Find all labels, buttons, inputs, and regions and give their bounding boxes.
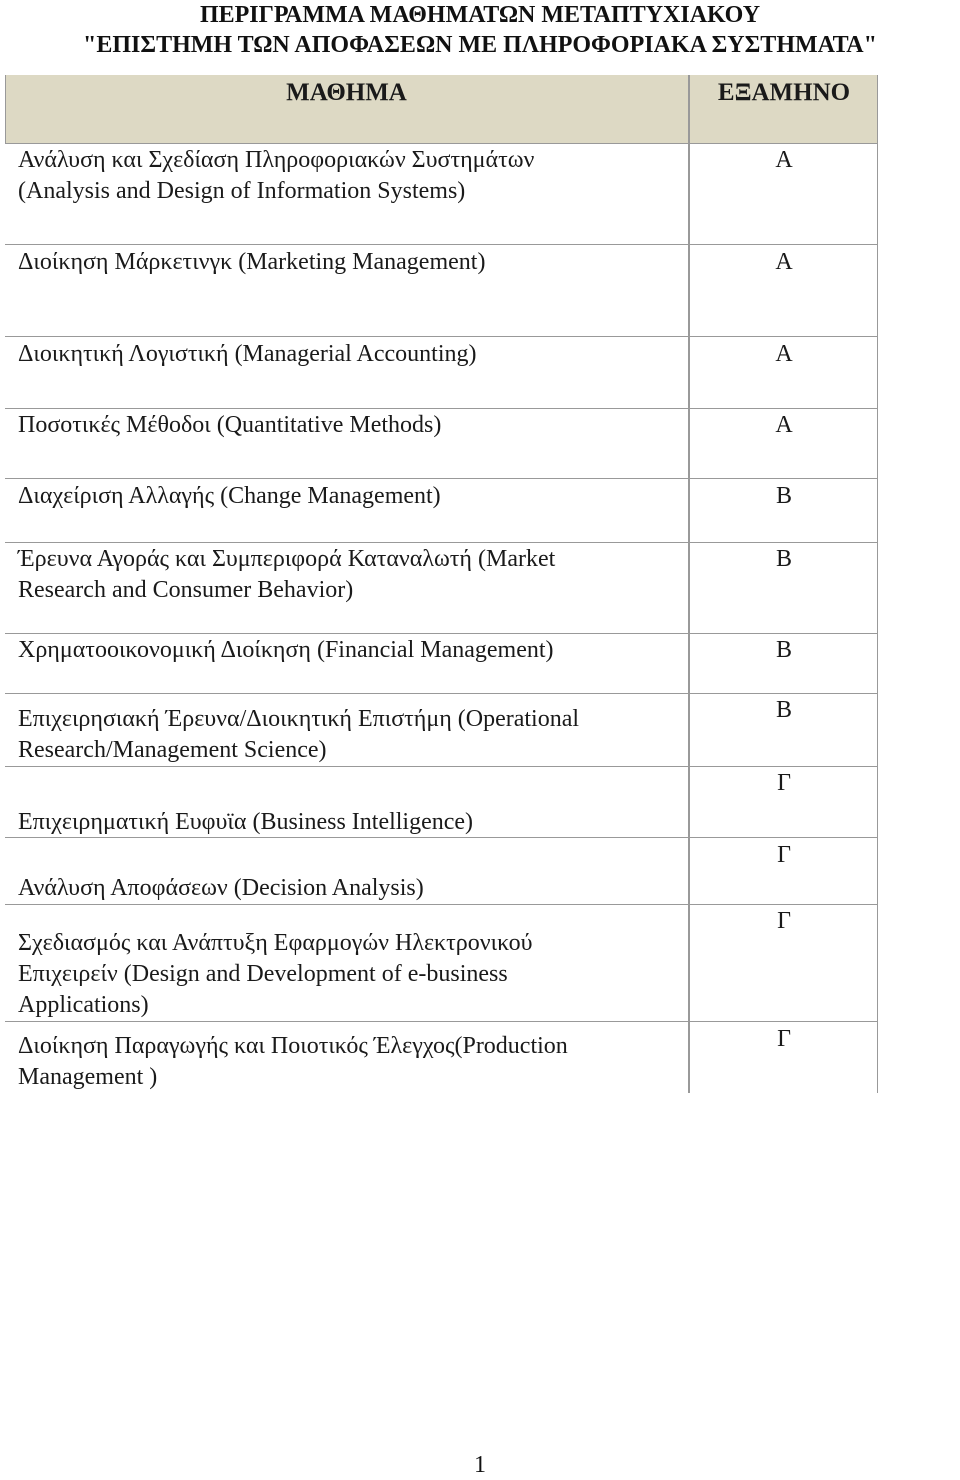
course-name-line: Research/Management Science) <box>18 737 327 763</box>
row-divider <box>5 542 878 543</box>
row-divider <box>5 244 878 245</box>
title-line-2: "ΕΠΙΣΤΗΜΗ ΤΩΝ ΑΠΟΦΑΣΕΩΝ ΜΕ ΠΛΗΡΟΦΟΡΙΑΚΑ ΣΥΣΤΗΜΑΤΑ" <box>83 32 877 58</box>
table-right-border <box>877 75 878 1093</box>
table-row-semester: Β <box>775 637 792 663</box>
course-table <box>5 75 878 1093</box>
table-row-course <box>18 410 678 441</box>
course-name-line: Ανάλυση και Σχεδίαση Πληροφοριακών Συστημάτων <box>18 147 535 173</box>
row-divider <box>5 904 878 905</box>
row-divider <box>5 143 878 144</box>
course-name-line: Σχεδιασμός και Ανάπτυξη Εφαρμογών Ηλεκτρονικού <box>18 930 533 956</box>
course-name-line: (Analysis and Design of Information Systems) <box>18 178 466 204</box>
course-name-line: Έρευνα Αγοράς και Συμπεριφορά Καταναλωτή (Market <box>18 546 556 572</box>
table-row-course <box>18 635 678 666</box>
course-name-line: Ανάλυση Αποφάσεων (Decision Analysis) <box>18 875 424 901</box>
course-name-line: Επιχειρησιακή Έρευνα/Διοικητική Επιστήμη (Operational <box>18 706 580 732</box>
course-name-line: Διοίκηση Παραγωγής και Ποιοτικός Έλεγχος(Production <box>18 1033 568 1059</box>
table-row-course <box>18 339 678 370</box>
table-row-course <box>18 873 678 904</box>
table-row-course <box>18 928 678 1021</box>
table-row-course <box>18 544 678 606</box>
table-row-semester: Γ <box>777 908 791 934</box>
row-divider <box>5 336 878 337</box>
course-name-line: Applications) <box>18 992 149 1018</box>
document-title <box>0 0 960 60</box>
table-row-course <box>18 481 678 512</box>
page-number: 1 <box>474 1452 486 1478</box>
table-row-course <box>18 1031 678 1093</box>
course-name-line: Research and Consumer Behavior) <box>18 577 354 603</box>
table-row-course <box>18 704 678 766</box>
table-row-semester: Α <box>775 249 793 275</box>
table-column-divider <box>688 75 690 1093</box>
row-divider <box>5 1021 878 1022</box>
table-row-semester: Β <box>775 546 792 572</box>
row-divider <box>5 408 878 409</box>
table-row-semester: Γ <box>777 770 791 796</box>
row-divider <box>5 633 878 634</box>
table-row-semester: Γ <box>777 842 791 868</box>
course-name-line: Επιχειρηματική Ευφυϊα (Business Intelligence) <box>18 809 474 835</box>
course-name-line: Διαχείριση Αλλαγής (Change Management) <box>18 483 441 509</box>
table-row-semester: Γ <box>777 1026 791 1052</box>
table-row-semester: Β <box>775 697 792 723</box>
table-row-course <box>18 247 678 278</box>
table-row-semester: Β <box>775 483 792 509</box>
table-row-semester: Α <box>775 341 793 367</box>
row-divider <box>5 693 878 694</box>
course-name-line: Management ) <box>18 1064 158 1090</box>
header-course: ΜΑΘΗΜΑ <box>286 79 407 106</box>
table-row-semester: Α <box>775 412 793 438</box>
course-name-line: Επιχειρείν (Design and Development of e-business <box>18 961 508 987</box>
row-divider <box>5 766 878 767</box>
course-name-line: Χρηματοοικονομική Διοίκηση (Financial Management) <box>18 637 554 663</box>
title-line-1: ΠΕΡΙΓΡΑΜΜΑ ΜΑΘΗΜΑΤΩΝ ΜΕΤΑΠΤΥΧΙΑΚΟΥ <box>199 2 761 28</box>
row-divider <box>5 478 878 479</box>
course-name-line: Διοικητική Λογιστική (Managerial Accounting) <box>18 341 477 367</box>
table-row-course <box>18 145 678 207</box>
course-name-line: Ποσοτικές Μέθοδοι (Quantitative Methods) <box>18 412 442 438</box>
table-row-course <box>18 807 678 838</box>
course-name-line: Διοίκηση Μάρκετινγκ (Marketing Management) <box>18 249 486 275</box>
header-semester: ΕΞΑΜΗΝΟ <box>717 79 851 106</box>
table-row-semester: Α <box>775 147 793 173</box>
